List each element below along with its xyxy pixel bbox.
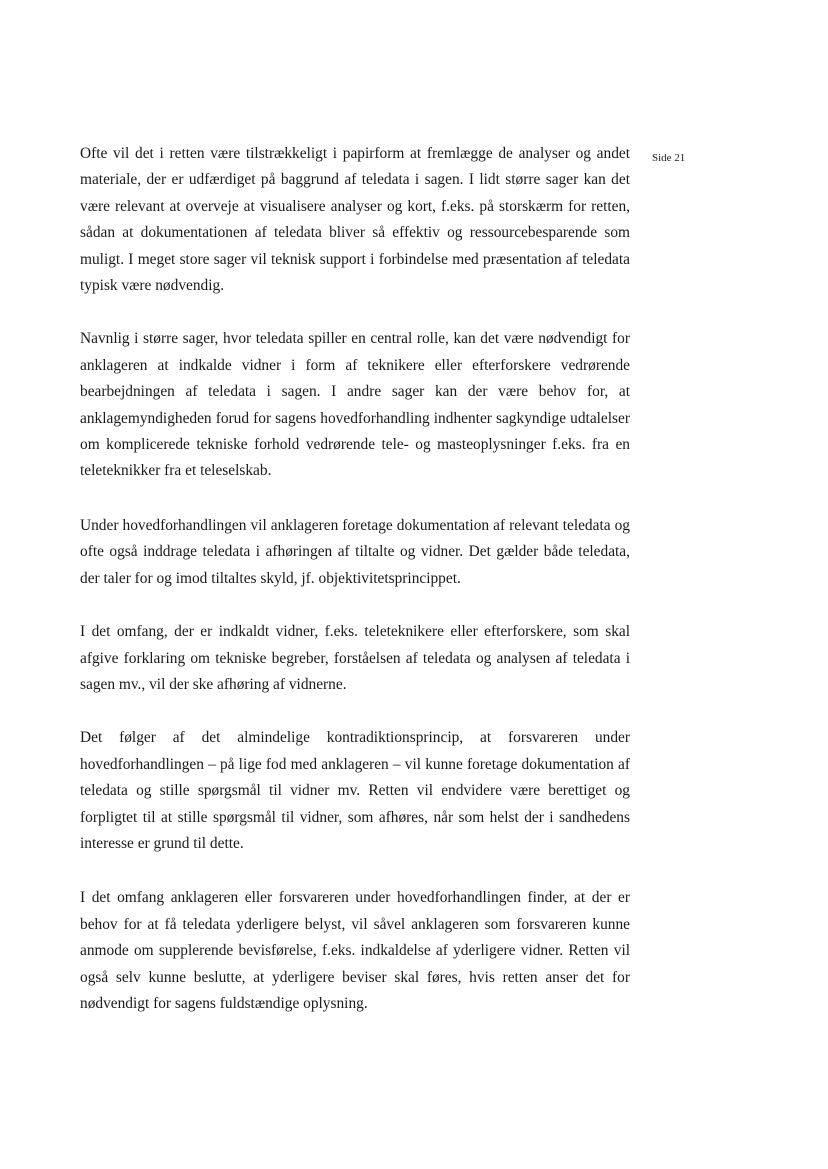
paragraph-1: Ofte vil det i retten være tilstrækkeligt i papirform at fremlægge de analyser og andet materiale, der er udfærdiget på baggrund af teledata i sagen. I lidt større sager kan det være relevant at overveje at visualisere analyser og kort, f.eks. på storskærm for retten, sådan at dokumentationen af teledata bliver så effektiv og ressourcebesparende som muligt. I meget store sager vil teknisk support i forbindelse med præsentation af teledata typisk være nødvendig. (80, 145, 630, 295)
paragraph-5: Det følger af det almindelige kontradiktionsprincip, at forsvareren under hovedforhandlingen – på lige fod med anklageren – vil kunne foretage dokumentation af teledata og stille spørgsmål til vidner mv. Retten vil endvidere være berettiget og forpligtet til at stille spørgsmål til vidner, som afhøres, når som helst der i sandhedens interesse er grund til dette. (80, 729, 630, 852)
paragraph-6: I det omfang anklageren eller forsvareren under hovedforhandlingen finder, at der er behov for at få teledata yderligere belyst, vil såvel anklageren som forsvareren kunne anmode om supplerende bevisførelse, f.eks. indkaldelse af yderligere vidner. Retten vil også selv kunne beslutte, at yderligere beviser skal føres, hvis retten anser det for nødvendigt for sagens fuldstændige oplysning. (80, 889, 630, 1012)
paragraph-4: I det omfang, der er indkaldt vidner, f.eks. teleteknikere eller efterforskere, som skal afgive forklaring om tekniske begreber, forståelsen af teledata og analysen af teledata i sagen mv., vil der ske afhøring af vidnerne. (80, 623, 630, 693)
paragraph-3: Under hovedforhandlingen vil anklageren foretage dokumentation af relevant teledata og ofte også inddrage teledata i afhøringen af tiltalte og vidner. Det gælder både teledata, der taler for og imod tiltaltes skyld, jf. objektivitetsprincippet. (80, 516, 630, 587)
page-number: Side 21 (652, 152, 686, 164)
body-text (80, 141, 630, 1044)
paragraph-2: Navnlig i større sager, hvor teledata spiller en central rolle, kan det være nødvendigt for anklageren at indkalde vidner i form af teknikere eller efterforskere vedrørende bearbejdningen af teledata i sagen. I andre sager kan der være behov for, at anklagemyndigheden forud for sagens hovedforhandling indhenter sagkyndige udtalelser om komplicerede tekniske forhold vedrørende tele- og masteoplysninger f.eks. fra en teleteknikker fra et teleselskab. (80, 330, 630, 480)
